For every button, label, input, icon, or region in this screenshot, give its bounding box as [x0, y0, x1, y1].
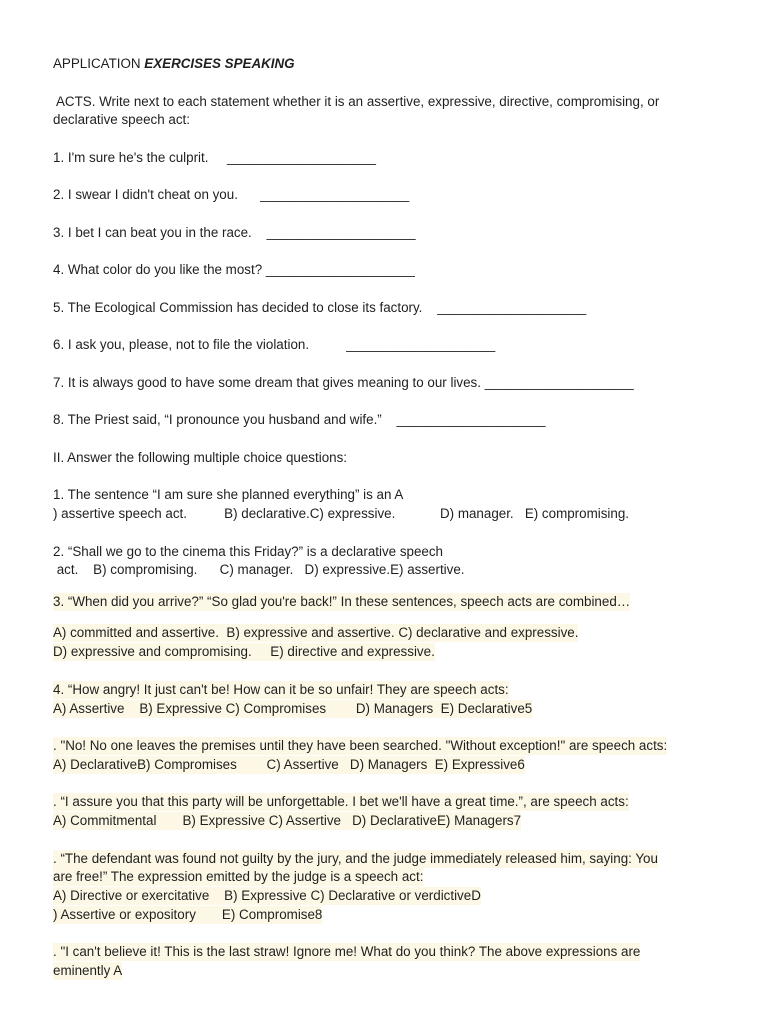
statement-7: 7. It is always good to have some dream that gives meaning to our lives. ____________________: [53, 375, 634, 390]
question-6-options: A) Commitmental B) Expressive C) Assertive D) DeclarativeE) Managers7: [53, 813, 522, 828]
question-7-stem-1: . “The defendant was found not guilty by the jury, and the judge immediately released him, saying: You: [53, 851, 658, 866]
title-prefix: APPLICATION: [53, 56, 145, 71]
question-7-stem-2: are free!” The expression emitted by the judge is a speech act:: [53, 869, 424, 884]
statement-8: 8. The Priest said, “I pronounce you husband and wife.” ____________________: [53, 412, 546, 427]
question-6-stem: . “I assure you that this party will be unforgettable. I bet we'll have a great time.”, are speech acts:: [53, 794, 629, 809]
statement-3: 3. I bet I can beat you in the race. ____________________: [53, 225, 416, 240]
question-4-options: A) Assertive B) Expressive C) Compromises D) Managers E) Declarative5: [53, 701, 533, 716]
statement-6: 6. I ask you, please, not to file the violation. ____________________: [53, 337, 496, 352]
question-5-stem: . "No! No one leaves the premises until they have been searched. "Without exception!" are speech acts:: [53, 738, 668, 753]
part2-heading: II. Answer the following multiple choice questions:: [53, 450, 348, 465]
question-1-options: ) assertive speech act. B) declarative.C) expressive. D) manager. E) compromising.: [53, 506, 629, 521]
question-5-options: A) DeclarativeB) Compromises C) Assertive D) Managers E) Expressive6: [53, 757, 525, 772]
question-1-stem: 1. The sentence “I am sure she planned everything” is an A: [53, 487, 404, 502]
question-8-stem-2: eminently A: [53, 963, 123, 978]
statement-2: 2. I swear I didn't cheat on you. ____________________: [53, 187, 410, 202]
question-3-stem: 3. “When did you arrive?” “So glad you're back!” In these sentences, speech acts are combined…: [53, 594, 631, 609]
instructions-line-2: declarative speech act:: [53, 112, 190, 127]
question-3-options-b: D) expressive and compromising. E) directive and expressive.: [53, 644, 435, 659]
instructions-line-1: ACTS. Write next to each statement whether it is an assertive, expressive, directive, compromising, or: [53, 94, 660, 109]
question-2-options: act. B) compromising. C) manager. D) expressive.E) assertive.: [53, 562, 465, 577]
question-8-stem-1: . "I can't believe it! This is the last straw! Ignore me! What do you think? The above expressions are: [53, 944, 641, 959]
question-4-stem: 4. “How angry! It just can't be! How can it be so unfair! They are speech acts:: [53, 682, 509, 697]
statement-5: 5. The Ecological Commission has decided to close its factory. ____________________: [53, 300, 587, 315]
statement-1: 1. I'm sure he's the culprit. ____________________: [53, 150, 376, 165]
statement-4: 4. What color do you like the most? ____________________: [53, 262, 415, 277]
document-title: [53, 55, 295, 73]
question-7-options-b: ) Assertive or expository E) Compromise8: [53, 907, 323, 922]
title-emphasis: EXERCISES SPEAKING: [144, 56, 295, 71]
question-7-options-a: A) Directive or exercitative B) Expressive C) Declarative or verdictiveD: [53, 888, 481, 903]
question-2-stem: 2. “Shall we go to the cinema this Friday?” is a declarative speech: [53, 544, 444, 559]
question-3-options-a: A) committed and assertive. B) expressive and assertive. C) declarative and expressive.: [53, 625, 579, 640]
